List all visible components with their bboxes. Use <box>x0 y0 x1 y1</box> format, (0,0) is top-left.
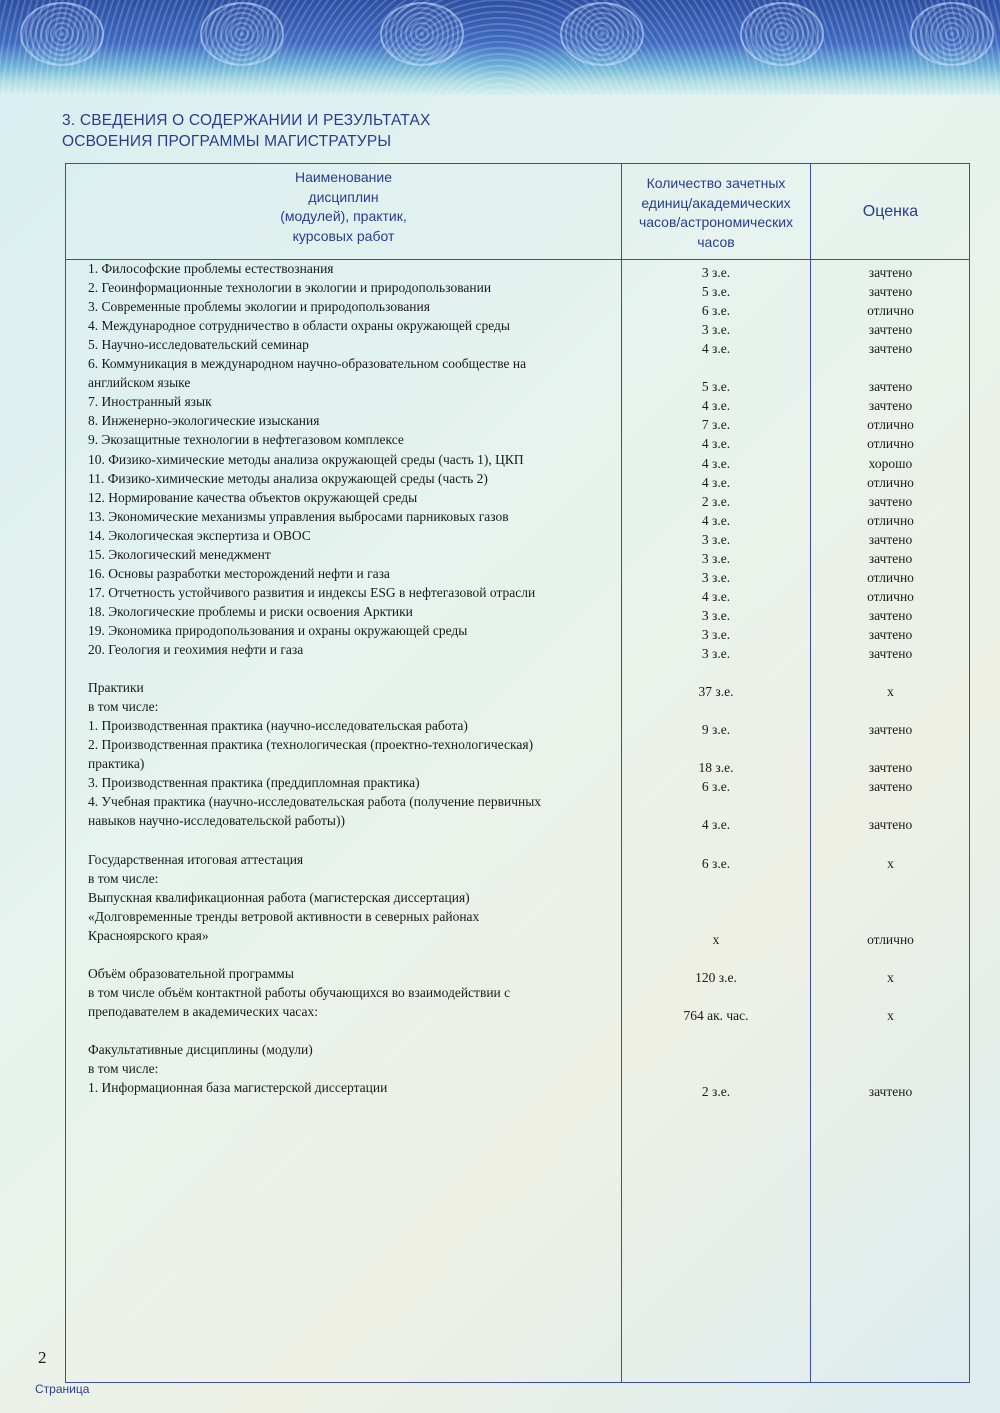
row-qty: 3 з.е. <box>701 322 731 338</box>
decorative-banner <box>0 0 1000 95</box>
row-qty: 4 з.е. <box>701 512 731 528</box>
row-grade: отлично <box>867 588 914 604</box>
header-name-line: курсовых работ <box>292 227 395 244</box>
row-name: 17. Отчетность устойчивого развития и индексы ESG в нефтегазовой отрасли <box>88 584 536 600</box>
row-grade: зачтено <box>868 779 913 795</box>
row-qty: 3 з.е. <box>701 265 731 280</box>
row-qty: 7 з.е. <box>701 417 731 433</box>
row-qty: 3 з.е. <box>701 626 731 642</box>
row-name: 9. Экозащитные технологии в нефтегазовом комплексе <box>88 432 404 448</box>
row-grade: x <box>887 855 894 871</box>
row-qty: 3 з.е. <box>701 550 731 566</box>
header-grade: Оценка <box>862 203 919 220</box>
row-qty: 4 з.е. <box>701 455 731 471</box>
row-name: 11. Физико-химические методы анализа окружающей среды (часть 2) <box>88 470 488 486</box>
header-qty-line: Количество зачетных <box>646 175 786 191</box>
row-name: 7. Иностранный язык <box>88 394 212 410</box>
row-name: Практики <box>88 680 144 696</box>
row-qty: 3 з.е. <box>701 569 731 585</box>
header-name-line: (модулей), практик, <box>280 208 407 224</box>
row-name: 10. Физико-химические методы анализа окружающей среды (часть 1), ЦКП <box>88 451 524 467</box>
row-grade: зачтено <box>868 379 913 395</box>
row-name: 1. Информационная база магистерской диссертации <box>88 1080 388 1096</box>
rosette-ornament-icon <box>200 2 284 66</box>
row-grade: зачтено <box>868 398 913 414</box>
row-name: 3. Современные проблемы экологии и природопользования <box>88 299 430 315</box>
row-qty: 4 з.е. <box>701 474 731 490</box>
row-grade: зачтено <box>868 722 913 738</box>
row-qty: 6 з.е. <box>701 855 731 871</box>
row-qty: 6 з.е. <box>701 779 731 795</box>
header-name-line: Наименование <box>294 169 393 185</box>
row-name: 2. Производственная практика (технологическая (проектно-технологическая) <box>88 737 534 753</box>
row-name: 19. Экономика природопользования и охраны окружающей среды <box>88 622 468 638</box>
row-grade: зачтено <box>868 760 913 776</box>
row-name: Факультативные дисциплины (модули) <box>88 1042 313 1058</box>
row-name: 2. Геоинформационные технологии в экологии и природопользовании <box>88 280 492 296</box>
row-grade: зачтено <box>868 607 913 623</box>
row-qty: 4 з.е. <box>701 588 731 604</box>
rosette-ornament-icon <box>910 2 994 66</box>
section-title-line: 3. СВЕДЕНИЯ О СОДЕРЖАНИИ И РЕЗУЛЬТАТАХ <box>62 112 431 129</box>
row-qty: 764 ак. час. <box>683 1007 749 1023</box>
row-grade: зачтено <box>868 322 913 338</box>
row-grade: зачтено <box>868 284 913 300</box>
row-qty: 6 з.е. <box>701 303 731 319</box>
row-qty: 4 з.е. <box>701 436 731 452</box>
row-qty: 120 з.е. <box>695 969 737 985</box>
row-name: 20. Геология и геохимия нефти и газа <box>88 642 304 657</box>
row-qty: 3 з.е. <box>701 607 731 623</box>
rosette-ornament-icon <box>560 2 644 66</box>
page-number: 2 <box>38 1348 47 1367</box>
row-name: в том числе: <box>88 870 159 886</box>
row-grade: отлично <box>867 569 914 585</box>
row-name: 4. Международное сотрудничество в области охраны окружающей среды <box>88 318 510 334</box>
row-name: навыков научно-исследовательской работы)) <box>88 813 345 829</box>
row-qty: 2 з.е. <box>701 493 731 509</box>
row-grade: зачтено <box>868 1084 913 1100</box>
row-qty: 4 з.е. <box>701 398 731 414</box>
header-divider <box>65 259 970 260</box>
row-qty: 3 з.е. <box>701 646 731 661</box>
row-qty: 5 з.е. <box>701 284 731 300</box>
row-grade: отлично <box>867 474 914 490</box>
row-grade: x <box>887 1007 894 1023</box>
section-title <box>62 110 431 152</box>
row-grade: хорошо <box>868 455 913 471</box>
row-grade: отлично <box>867 436 914 452</box>
row-name: преподавателем в академических часах: <box>88 1003 318 1019</box>
section-title-line: ОСВОЕНИЯ ПРОГРАММЫ МАГИСТРАТУРЫ <box>62 133 392 150</box>
row-name: 5. Научно-исследовательский семинар <box>88 337 309 353</box>
row-grade: зачтено <box>868 531 913 547</box>
row-qty: 3 з.е. <box>701 531 731 547</box>
row-grade: зачтено <box>868 646 913 661</box>
row-name: «Долговременные тренды ветровой активности в северных районах <box>88 908 480 924</box>
header-qty-line: часов/астрономических <box>638 214 794 230</box>
row-qty: 37 з.е. <box>698 684 734 700</box>
row-qty: 5 з.е. <box>701 379 731 395</box>
row-name: Красноярского края» <box>88 927 209 943</box>
rosette-ornament-icon <box>380 2 464 66</box>
row-name: 6. Коммуникация в международном научно-образовательном сообществе на <box>88 356 527 372</box>
row-grade: зачтено <box>868 817 913 833</box>
row-name: практика) <box>88 756 145 772</box>
rosette-ornament-icon <box>20 2 104 66</box>
row-grade: отлично <box>867 931 914 947</box>
row-name: 4. Учебная практика (научно-исследовательская работа (получение первичных <box>88 794 542 810</box>
row-grade: отлично <box>867 512 914 528</box>
row-grade: отлично <box>867 303 914 319</box>
row-grade: зачтено <box>868 626 913 642</box>
page-label: Страница <box>35 1382 90 1396</box>
row-name: 13. Экономические механизмы управления выбросами парниковых газов <box>88 508 509 524</box>
header-name <box>66 168 621 246</box>
row-name: Государственная итоговая аттестация <box>88 851 304 867</box>
row-grade: отлично <box>867 417 914 433</box>
row-name: 14. Экологическая экспертиза и ОВОС <box>88 527 311 543</box>
row-qty: 9 з.е. <box>701 722 731 738</box>
row-grade: зачтено <box>868 341 913 357</box>
header-qty-line: единиц/академических <box>641 194 791 211</box>
row-name: 12. Нормирование качества объектов окружающей среды <box>88 489 418 505</box>
row-grade: зачтено <box>868 265 913 280</box>
row-name: 18. Экологические проблемы и риски освоения Арктики <box>88 603 413 619</box>
row-grade: зачтено <box>868 493 913 509</box>
row-name: 15. Экологический менеджмент <box>88 546 271 562</box>
row-name: в том числе: <box>88 1061 159 1077</box>
header-name-line: дисциплин <box>308 188 379 205</box>
row-name: 1. Философские проблемы естествознания <box>88 261 334 276</box>
row-name: 1. Производственная практика (научно-исследовательская работа) <box>88 718 468 734</box>
row-qty: 4 з.е. <box>701 817 731 833</box>
row-name: 8. Инженерно-экологические изыскания <box>88 413 320 429</box>
row-qty: 18 з.е. <box>698 760 734 776</box>
header-qty-line: часов <box>697 233 735 250</box>
row-name: в том числе объём контактной работы обучающихся во взаимодействии с <box>88 984 511 1000</box>
row-grade: x <box>887 969 894 985</box>
row-qty: x <box>712 931 720 947</box>
row-name: Выпускная квалификационная работа (магистерская диссертация) <box>88 889 470 905</box>
row-name: в том числе: <box>88 699 159 715</box>
row-grade: зачтено <box>868 550 913 566</box>
rosette-ornament-icon <box>740 2 824 66</box>
row-qty: 2 з.е. <box>701 1084 731 1100</box>
row-qty: 4 з.е. <box>701 341 731 357</box>
row-name: 3. Производственная практика (преддипломная практика) <box>88 775 420 791</box>
header-qty <box>622 174 810 252</box>
row-name: 16. Основы разработки месторождений нефти и газа <box>88 565 390 581</box>
row-grade: x <box>887 684 894 700</box>
row-name: английском языке <box>88 375 191 391</box>
row-name: Объём образовательной программы <box>88 965 294 981</box>
